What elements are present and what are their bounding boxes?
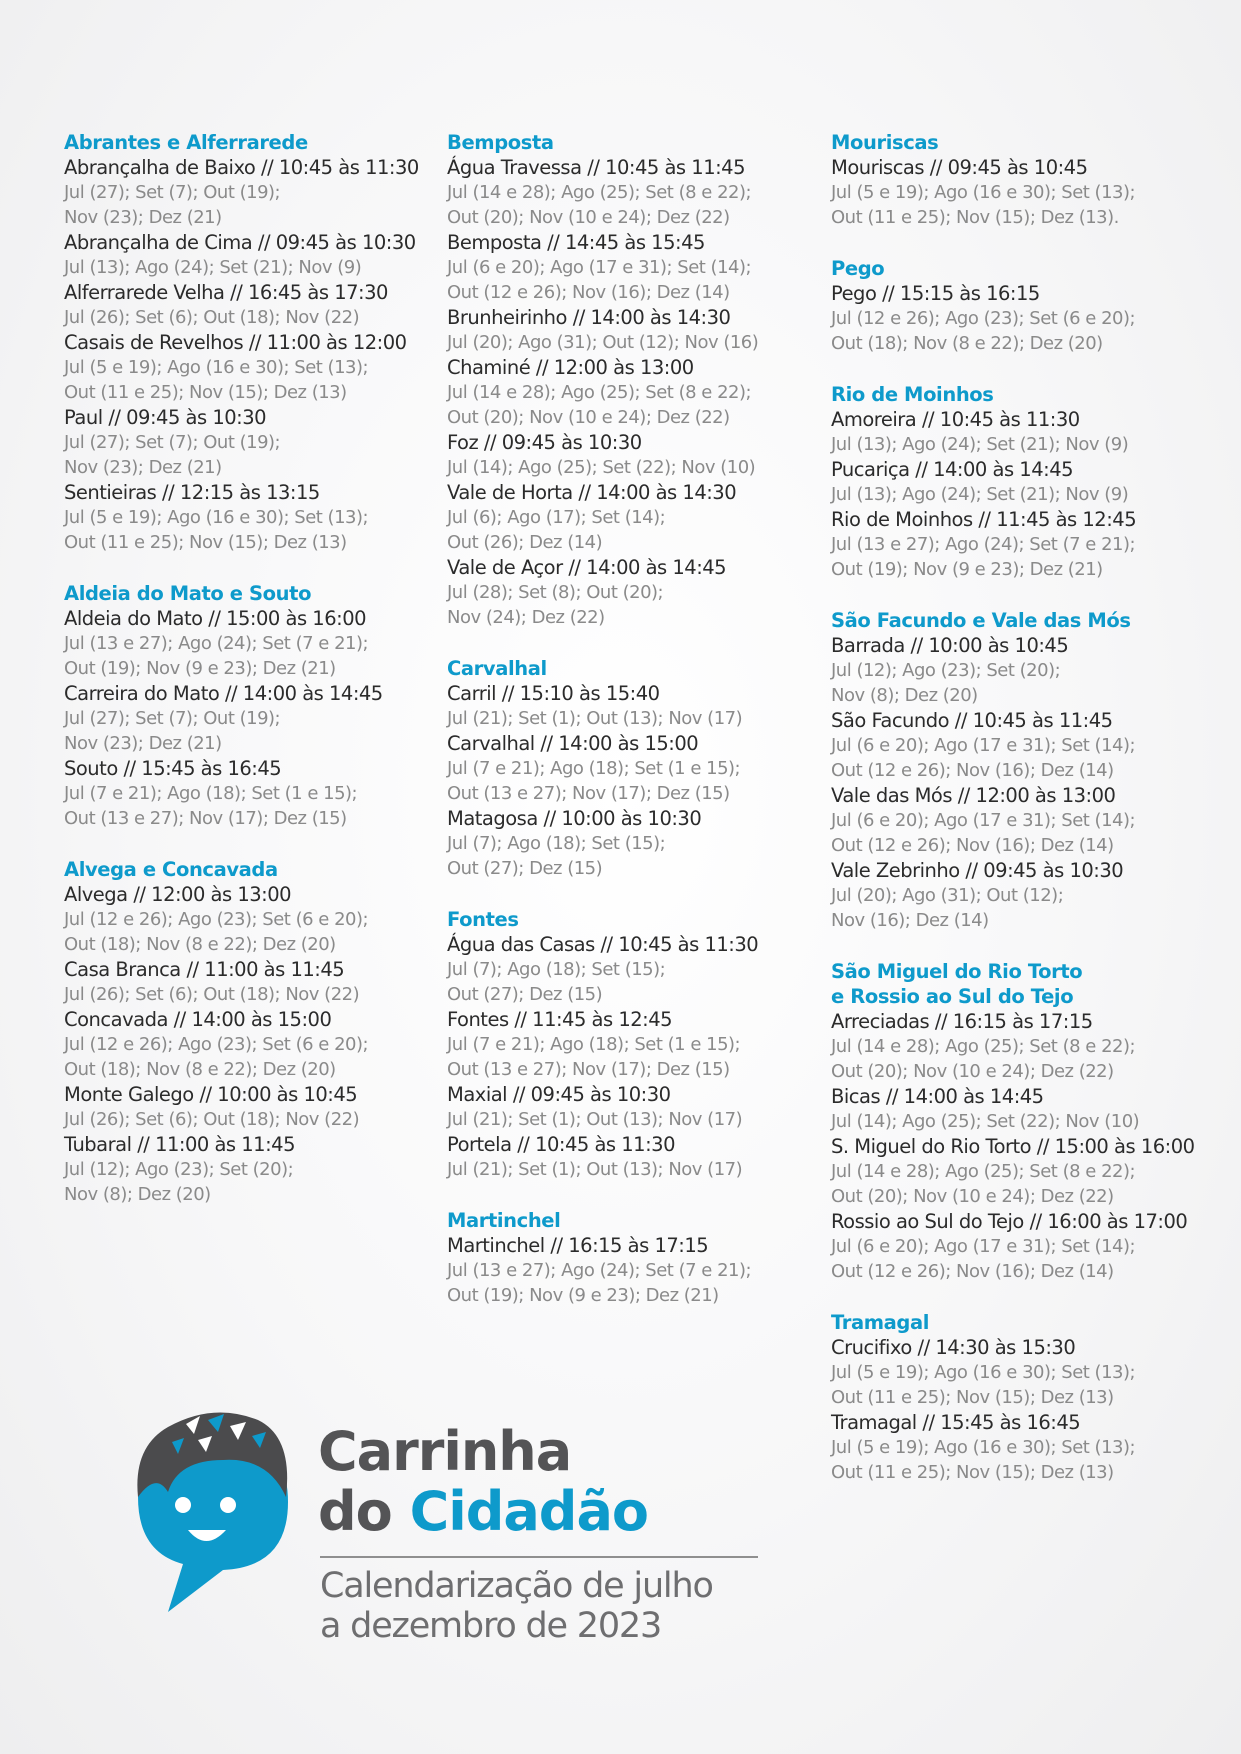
- stop-time: // 14:45 às 15:45: [547, 231, 705, 254]
- stop-dates: Jul (27); Set (7); Out (19); Nov (23); Dez (21): [64, 432, 281, 478]
- stop-name: Carril: [447, 682, 497, 705]
- stop-dates: Jul (14 e 28); Ago (25); Set (8 e 22); Out (20); Nov (10 e 24); Dez (22): [831, 1161, 1136, 1207]
- carrinha-logo-icon: [128, 1402, 298, 1622]
- stop-name: Bicas: [831, 1085, 881, 1108]
- parish-title: Fontes: [447, 908, 519, 931]
- stop-dates: Jul (14); Ago (25); Set (22); Nov (10): [831, 1111, 1140, 1132]
- stop-time: // 14:00 às 14:30: [578, 481, 737, 504]
- stop-heading: [831, 1410, 1231, 1435]
- stop-dates: Jul (13); Ago (24); Set (21); Nov (9): [64, 257, 362, 278]
- brand-subtitle: Calendarização de julho a dezembro de 2023: [320, 1566, 713, 1646]
- stop-heading: [64, 681, 434, 706]
- parish-section: [831, 382, 1231, 582]
- stop-heading: [831, 155, 1231, 180]
- stop-heading: [64, 330, 434, 355]
- stop-time: // 09:45 às 10:30: [965, 859, 1124, 882]
- stop-heading: [831, 1084, 1231, 1109]
- stop-dates: Jul (6 e 20); Ago (17 e 31); Set (14); Out (12 e 26); Nov (16); Dez (14): [831, 810, 1136, 856]
- stop-dates: Jul (7); Ago (18); Set (15); Out (27); Dez (15): [447, 833, 666, 879]
- parish-section: [64, 857, 434, 1207]
- stop-name: Carreira do Mato: [64, 682, 220, 705]
- stop-heading: [447, 305, 817, 330]
- stop-dates: Jul (26); Set (6); Out (18); Nov (22): [64, 1109, 360, 1130]
- stop-time: // 11:45 às 12:45: [978, 508, 1137, 531]
- stop-name: São Facundo: [831, 709, 950, 732]
- stop-time: // 09:45 às 10:30: [257, 231, 416, 254]
- stop-dates: Jul (6 e 20); Ago (17 e 31); Set (14); Out (12 e 26); Nov (16); Dez (14): [831, 1236, 1136, 1282]
- parish-title: São Miguel do Rio Torto e Rossio ao Sul do Tejo: [831, 960, 1083, 1008]
- stop-heading: [64, 155, 434, 180]
- stop-time: // 11:45 às 12:45: [514, 1008, 673, 1031]
- stop-dates: Jul (27); Set (7); Out (19); Nov (23); Dez (21): [64, 708, 281, 754]
- stop-heading: [447, 1233, 817, 1258]
- stop-time: // 14:00 às 15:00: [173, 1008, 332, 1031]
- parish-title: Pego: [831, 257, 885, 280]
- stop-dates: Jul (21); Set (1); Out (13); Nov (17): [447, 1109, 743, 1130]
- stop-time: // 12:15 às 13:15: [162, 481, 320, 504]
- stop-dates: Jul (27); Set (7); Out (19); Nov (23); Dez (21): [64, 182, 281, 228]
- parish-section: [447, 907, 817, 1182]
- stop-time: // 12:00 às 13:00: [535, 356, 694, 379]
- stop-name: Vale de Horta: [447, 481, 573, 504]
- stop-time: // 10:45 às 11:45: [587, 156, 745, 179]
- stop-time: // 10:45 às 11:30: [600, 933, 759, 956]
- stop-time: // 14:00 às 14:30: [572, 306, 731, 329]
- stop-name: S. Miguel do Rio Torto: [831, 1135, 1032, 1158]
- stop-heading: [447, 681, 817, 706]
- stop-name: Foz: [447, 431, 479, 454]
- stop-dates: Jul (5 e 19); Ago (16 e 30); Set (13); Out (11 e 25); Nov (15); Dez (13): [64, 507, 369, 553]
- stop-time: // 10:45 às 11:30: [517, 1133, 675, 1156]
- stop-name: Alvega: [64, 883, 128, 906]
- stop-time: // 14:00 às 14:45: [885, 1085, 1044, 1108]
- stop-dates: Jul (7); Ago (18); Set (15); Out (27); Dez (15): [447, 959, 666, 1005]
- brand-line-2-prefix: do: [318, 1480, 410, 1543]
- stop-time: // 10:45 às 11:30: [261, 156, 419, 179]
- stop-heading: [64, 1132, 434, 1157]
- stop-heading: [831, 858, 1231, 883]
- stop-time: // 15:00 às 16:00: [1036, 1135, 1195, 1158]
- stop-heading: [447, 731, 817, 756]
- stop-name: Souto: [64, 757, 118, 780]
- stop-time: // 15:10 às 15:40: [501, 682, 660, 705]
- stop-time: // 15:45 às 16:45: [922, 1411, 1081, 1434]
- stop-time: // 15:00 às 16:00: [208, 607, 367, 630]
- stop-dates: Jul (6); Ago (17); Set (14); Out (26); Dez (14): [447, 507, 666, 553]
- stop-time: // 15:15 às 16:15: [882, 282, 1040, 305]
- stop-heading: [831, 407, 1231, 432]
- stop-time: // 14:00 às 14:45: [915, 458, 1074, 481]
- parish-title: Martinchel: [447, 1209, 561, 1232]
- stop-name: Casa Branca: [64, 958, 181, 981]
- stop-heading: [447, 555, 817, 580]
- stop-dates: Jul (12); Ago (23); Set (20); Nov (8); Dez (20): [831, 660, 1061, 706]
- stop-time: // 14:00 às 14:45: [568, 556, 727, 579]
- parish-section: [831, 608, 1231, 933]
- stop-name: Rio de Moinhos: [831, 508, 973, 531]
- brand-divider: [320, 1556, 758, 1558]
- stop-heading: [831, 1009, 1231, 1034]
- stop-dates: Jul (13); Ago (24); Set (21); Nov (9): [831, 434, 1129, 455]
- stop-time: // 15:45 às 16:45: [123, 757, 282, 780]
- stop-name: Paul: [64, 406, 103, 429]
- parish-title: Bemposta: [447, 131, 554, 154]
- stop-heading: [831, 1134, 1231, 1159]
- stop-heading: [447, 355, 817, 380]
- stop-name: Vale das Mós: [831, 784, 952, 807]
- stop-dates: Jul (7 e 21); Ago (18); Set (1 e 15); Out (13 e 27); Nov (17); Dez (15): [447, 758, 741, 804]
- stop-heading: [64, 280, 434, 305]
- stop-heading: [64, 1082, 434, 1107]
- stop-time: // 10:00 às 10:45: [910, 634, 1069, 657]
- stop-dates: Jul (14 e 28); Ago (25); Set (8 e 22); Out (20); Nov (10 e 24); Dez (22): [831, 1036, 1136, 1082]
- stop-heading: [64, 606, 434, 631]
- stop-dates: Jul (6 e 20); Ago (17 e 31); Set (14); Out (12 e 26); Nov (16); Dez (14): [831, 735, 1136, 781]
- stop-name: Brunheirinho: [447, 306, 567, 329]
- stop-time: // 10:00 às 10:45: [199, 1083, 358, 1106]
- stop-time: // 09:45 às 10:30: [108, 406, 267, 429]
- parish-section: [831, 1310, 1231, 1485]
- stop-name: Pucariça: [831, 458, 910, 481]
- parish-section: [447, 656, 817, 881]
- stop-time: // 14:00 às 14:45: [224, 682, 383, 705]
- stop-name: Alferrarede Velha: [64, 281, 225, 304]
- stop-name: Água Travessa: [447, 156, 582, 179]
- stop-heading: [831, 507, 1231, 532]
- stop-name: Vale de Açor: [447, 556, 563, 579]
- stop-name: Aldeia do Mato: [64, 607, 203, 630]
- parish-title: Aldeia do Mato e Souto: [64, 582, 312, 605]
- stop-heading: [64, 1007, 434, 1032]
- parish-title: São Facundo e Vale das Mós: [831, 609, 1131, 632]
- stop-name: Fontes: [447, 1008, 509, 1031]
- stop-heading: [831, 633, 1231, 658]
- stop-dates: Jul (13); Ago (24); Set (21); Nov (9): [831, 484, 1129, 505]
- stop-dates: Jul (26); Set (6); Out (18); Nov (22): [64, 984, 360, 1005]
- stop-time: // 12:00 às 13:00: [133, 883, 292, 906]
- parish-section: [64, 130, 434, 555]
- parish-title: Alvega e Concavada: [64, 858, 278, 881]
- stop-dates: Jul (21); Set (1); Out (13); Nov (17): [447, 708, 743, 729]
- stop-time: // 14:00 às 15:00: [540, 732, 699, 755]
- parish-section: [831, 959, 1231, 1284]
- stop-time: // 14:30 às 15:30: [917, 1336, 1076, 1359]
- stop-name: Portela: [447, 1133, 512, 1156]
- stop-name: Abrançalha de Baixo: [64, 156, 256, 179]
- stop-time: // 12:00 às 13:00: [957, 784, 1116, 807]
- stop-name: Chaminé: [447, 356, 531, 379]
- stop-heading: [447, 230, 817, 255]
- stop-name: Crucifixo: [831, 1336, 912, 1359]
- schedule-column-2: [447, 130, 817, 1334]
- stop-dates: Jul (26); Set (6); Out (18); Nov (22): [64, 307, 360, 328]
- stop-name: Maxial: [447, 1083, 508, 1106]
- parish-section: [831, 256, 1231, 356]
- stop-time: // 10:45 às 11:45: [954, 709, 1113, 732]
- stop-name: Amoreira: [831, 408, 917, 431]
- stop-dates: Jul (12 e 26); Ago (23); Set (6 e 20); Out (18); Nov (8 e 22); Dez (20): [64, 909, 369, 955]
- stop-heading: [831, 1209, 1231, 1234]
- stop-dates: Jul (12 e 26); Ago (23); Set (6 e 20); Out (18); Nov (8 e 22); Dez (20): [831, 308, 1136, 354]
- stop-dates: Jul (14 e 28); Ago (25); Set (8 e 22); Out (20); Nov (10 e 24); Dez (22): [447, 382, 752, 428]
- stop-name: Martinchel: [447, 1234, 545, 1257]
- stop-dates: Jul (14); Ago (25); Set (22); Nov (10): [447, 457, 756, 478]
- stop-name: Vale Zebrinho: [831, 859, 960, 882]
- stop-name: Rossio ao Sul do Tejo: [831, 1210, 1024, 1233]
- stop-time: // 11:00 às 12:00: [248, 331, 407, 354]
- stop-heading: [447, 1132, 817, 1157]
- stop-time: // 16:45 às 17:30: [230, 281, 388, 304]
- stop-heading: [831, 281, 1231, 306]
- stop-name: Abrançalha de Cima: [64, 231, 253, 254]
- stop-heading: [447, 806, 817, 831]
- parish-title: Mouriscas: [831, 131, 939, 154]
- parish-title: Rio de Moinhos: [831, 383, 994, 406]
- parish-section: [447, 130, 817, 630]
- stop-dates: Jul (6 e 20); Ago (17 e 31); Set (14); Out (12 e 26); Nov (16); Dez (14): [447, 257, 752, 303]
- stop-time: // 16:15 às 17:15: [550, 1234, 709, 1257]
- brand-title: [318, 1422, 648, 1542]
- stop-dates: Jul (28); Set (8); Out (20); Nov (24); Dez (22): [447, 582, 664, 628]
- stop-dates: Jul (13 e 27); Ago (24); Set (7 e 21); Out (19); Nov (9 e 23); Dez (21): [447, 1260, 752, 1306]
- stop-dates: Jul (12); Ago (23); Set (20); Nov (8); Dez (20): [64, 1159, 294, 1205]
- stop-time: // 09:45 às 10:30: [483, 431, 642, 454]
- stop-heading: [447, 155, 817, 180]
- stop-time: // 10:45 às 11:30: [921, 408, 1080, 431]
- stop-dates: Jul (12 e 26); Ago (23); Set (6 e 20); Out (18); Nov (8 e 22); Dez (20): [64, 1034, 369, 1080]
- schedule-column-3: [831, 130, 1231, 1511]
- stop-name: Sentieiras: [64, 481, 157, 504]
- stop-heading: [447, 430, 817, 455]
- parish-section: [831, 130, 1231, 230]
- stop-time: // 11:00 às 11:45: [137, 1133, 295, 1156]
- stop-name: Tramagal: [831, 1411, 917, 1434]
- stop-name: Barrada: [831, 634, 905, 657]
- stop-dates: Jul (5 e 19); Ago (16 e 30); Set (13); Out (11 e 25); Nov (15); Dez (13): [64, 357, 369, 403]
- stop-time: // 16:15 às 17:15: [934, 1010, 1093, 1033]
- stop-dates: Jul (20); Ago (31); Out (12); Nov (16): [447, 332, 759, 353]
- stop-name: Monte Galego: [64, 1083, 194, 1106]
- stop-time: // 10:00 às 10:30: [543, 807, 702, 830]
- stop-dates: Jul (14 e 28); Ago (25); Set (8 e 22); Out (20); Nov (10 e 24); Dez (22): [447, 182, 752, 228]
- stop-heading: [831, 457, 1231, 482]
- stop-heading: [64, 480, 434, 505]
- stop-name: Casais de Revelhos: [64, 331, 244, 354]
- parish-title: Abrantes e Alferrarede: [64, 131, 308, 154]
- brand-line-2: [318, 1482, 648, 1542]
- stop-dates: Jul (13 e 27); Ago (24); Set (7 e 21); Out (19); Nov (9 e 23); Dez (21): [831, 534, 1136, 580]
- stop-heading: [447, 1007, 817, 1032]
- stop-time: // 09:45 às 10:45: [929, 156, 1088, 179]
- stop-heading: [447, 1082, 817, 1107]
- brand-line-2-accent: Cidadão: [409, 1480, 648, 1543]
- stop-name: Mouriscas: [831, 156, 925, 179]
- stop-name: Água das Casas: [447, 933, 595, 956]
- parish-title: Carvalhal: [447, 657, 547, 680]
- stop-heading: [64, 882, 434, 907]
- parish-section: [447, 1208, 817, 1308]
- stop-heading: [447, 480, 817, 505]
- stop-time: // 16:00 às 17:00: [1029, 1210, 1188, 1233]
- stop-name: Pego: [831, 282, 877, 305]
- stop-dates: Jul (7 e 21); Ago (18); Set (1 e 15); Out (13 e 27); Nov (17); Dez (15): [447, 1034, 741, 1080]
- stop-dates: Jul (20); Ago (31); Out (12); Nov (16); Dez (14): [831, 885, 1064, 931]
- brand-line-1: Carrinha: [318, 1420, 572, 1483]
- stop-name: Carvalhal: [447, 732, 535, 755]
- parish-section: [64, 581, 434, 831]
- stop-dates: Jul (13 e 27); Ago (24); Set (7 e 21); Out (19); Nov (9 e 23); Dez (21): [64, 633, 369, 679]
- stop-heading: [831, 708, 1231, 733]
- stop-time: // 11:00 às 11:45: [186, 958, 345, 981]
- stop-dates: Jul (21); Set (1); Out (13); Nov (17): [447, 1159, 743, 1180]
- stop-heading: [64, 405, 434, 430]
- stop-name: Tubaral: [64, 1133, 132, 1156]
- stop-name: Matagosa: [447, 807, 538, 830]
- stop-name: Concavada: [64, 1008, 168, 1031]
- stop-heading: [447, 932, 817, 957]
- stop-heading: [831, 783, 1231, 808]
- stop-time: // 09:45 às 10:30: [512, 1083, 671, 1106]
- stop-name: Bemposta: [447, 231, 542, 254]
- stop-name: Arreciadas: [831, 1010, 930, 1033]
- stop-dates: Jul (7 e 21); Ago (18); Set (1 e 15); Out (13 e 27); Nov (17); Dez (15): [64, 783, 358, 829]
- stop-dates: Jul (5 e 19); Ago (16 e 30); Set (13); Out (11 e 25); Nov (15); Dez (13): [831, 1437, 1136, 1483]
- stop-heading: [831, 1335, 1231, 1360]
- stop-heading: [64, 756, 434, 781]
- stop-heading: [64, 230, 434, 255]
- stop-dates: Jul (5 e 19); Ago (16 e 30); Set (13); Out (11 e 25); Nov (15); Dez (13): [831, 1362, 1136, 1408]
- stop-heading: [64, 957, 434, 982]
- parish-title: Tramagal: [831, 1311, 930, 1334]
- stop-dates: Jul (5 e 19); Ago (16 e 30); Set (13); Out (11 e 25); Nov (15); Dez (13).: [831, 182, 1136, 228]
- schedule-column-1: [64, 130, 434, 1233]
